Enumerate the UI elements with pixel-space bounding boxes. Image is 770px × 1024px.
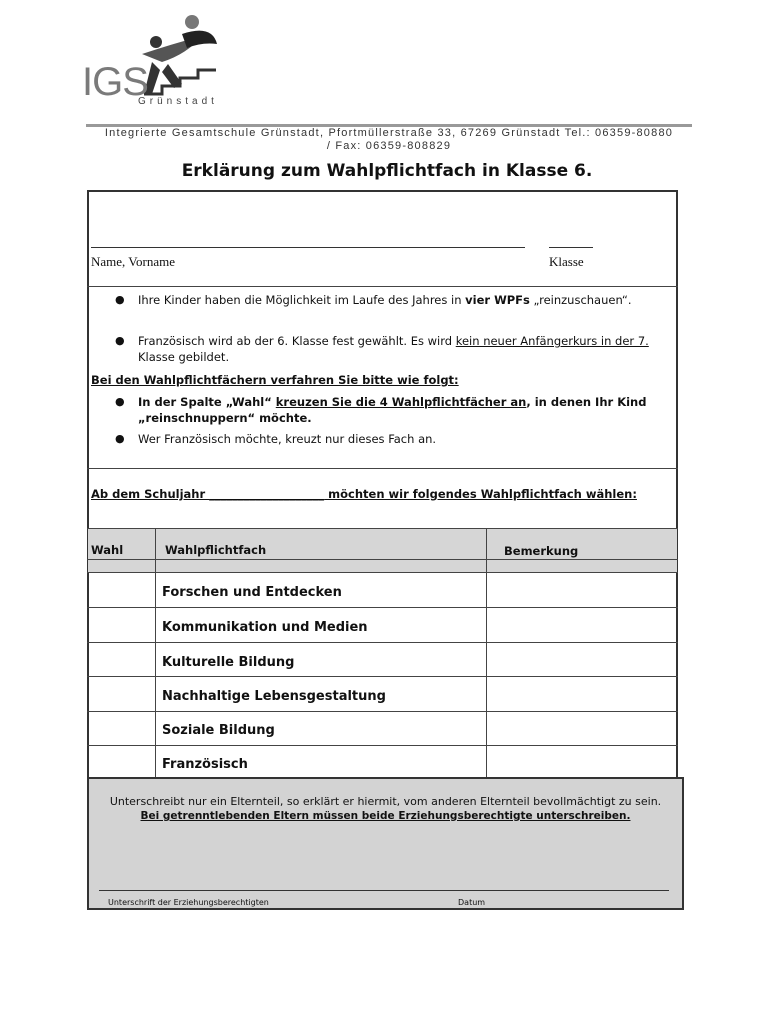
section-divider [87,286,678,287]
bullet-icon: ● [115,293,125,306]
table-divider [87,559,678,560]
table-row-franzoesisch: Französisch [162,757,248,772]
text-underline: kreuzen Sie die 4 Wahlpflichtfächer an [275,395,527,409]
wahl-cell-franzoesisch[interactable] [89,747,153,777]
text: „reinschnuppern“ möchte. [138,411,312,425]
signature-label: Unterschrift der Erziehungsberechtigten [108,898,269,907]
text: Ihre Kinder haben die Möglichkeit im Laufe des Jahres in [138,293,466,307]
school-address: Integrierte Gesamtschule Grünstadt, Pfortmüllerstraße 33, 67269 Grünstadt Tel.: 06359-80880 [104,127,674,139]
text: möchten wir folgendes Wahlpflichtfach wählen: [324,487,637,501]
logo-subtitle: Grünstadt [138,96,218,107]
instructions-heading: Bei den Wahlpflichtfächern verfahren Sie bitte wie folgt: [91,373,459,387]
wahl-cell-soziale-bildung[interactable] [89,713,153,744]
name-field[interactable] [91,247,525,248]
schuljahr-field[interactable]: ____________________ [209,487,325,501]
bullet-icon: ● [115,334,125,347]
signature-field[interactable] [99,890,669,891]
info-bullet-1 [138,292,632,308]
table-row-forschen: Forschen und Entdecken [162,585,342,600]
table-row-nachhaltige-lebensgestaltung: Nachhaltige Lebensgestaltung [162,689,386,704]
signature-note: Unterschreibt nur ein Elternteil, so erklärt er hiermit, vom anderen Elternteil bevollmächtigt zu sein. [109,795,662,808]
table-divider [87,607,678,608]
text: , in denen Ihr Kind [526,395,647,409]
info-bullet-2 [138,333,673,365]
table-row-kommunikation: Kommunikation und Medien [162,620,368,635]
wahl-cell-forschen[interactable] [89,574,153,606]
table-row-kulturelle-bildung: Kulturelle Bildung [162,655,295,670]
table-row-soziale-bildung: Soziale Bildung [162,723,275,738]
table-column-divider [486,529,487,779]
info-bullet-3 [138,394,673,426]
name-label: Name, Vorname [91,254,175,269]
text: Ab dem Schuljahr [91,487,210,501]
info-bullet-4: Wer Französisch möchte, kreuzt nur dieses Fach an. [138,432,437,446]
text: Klasse gebildet. [138,350,230,364]
table-divider [87,745,678,746]
table-divider [87,676,678,677]
text: „reinzuschauen“. [529,293,632,307]
table-header-subrow [88,559,677,572]
text-underline: kein neuer Anfängerkurs in der 7. [455,334,649,348]
date-label: Datum [458,898,486,907]
column-header-wahlpflichtfach: Wahlpflichtfach [165,543,267,557]
signature-requirement: Bei getrenntlebenden Eltern müssen beide Erziehungsberechtigte unterschreiben. [140,810,631,822]
table-column-divider [155,529,156,779]
wahl-cell-nachhaltige[interactable] [89,678,153,710]
table-divider [87,711,678,712]
wahl-cell-kommunikation[interactable] [89,609,153,641]
text-bold: vier WPFs [465,293,530,307]
column-header-wahl: Wahl [91,543,124,557]
column-header-bemerkung: Bemerkung [504,544,579,558]
klasse-label: Klasse [549,254,584,269]
wahl-cell-kulturelle-bildung[interactable] [89,644,153,675]
text: In der Spalte „Wahl“ [138,395,276,409]
bullet-icon: ● [115,432,125,445]
klasse-field[interactable] [549,247,593,248]
section-divider [87,468,678,469]
table-divider [87,572,678,573]
document-title: Erklärung zum Wahlpflichtfach in Klasse 6. [181,161,593,181]
bullet-icon: ● [115,395,125,408]
table-divider [87,642,678,643]
logo-wordmark: IGS [82,60,148,104]
text: Französisch wird ab der 6. Klasse fest gewählt. Es wird [138,334,456,348]
schuljahr-line [91,486,637,502]
school-fax: / Fax: 06359-808829 [326,140,452,152]
